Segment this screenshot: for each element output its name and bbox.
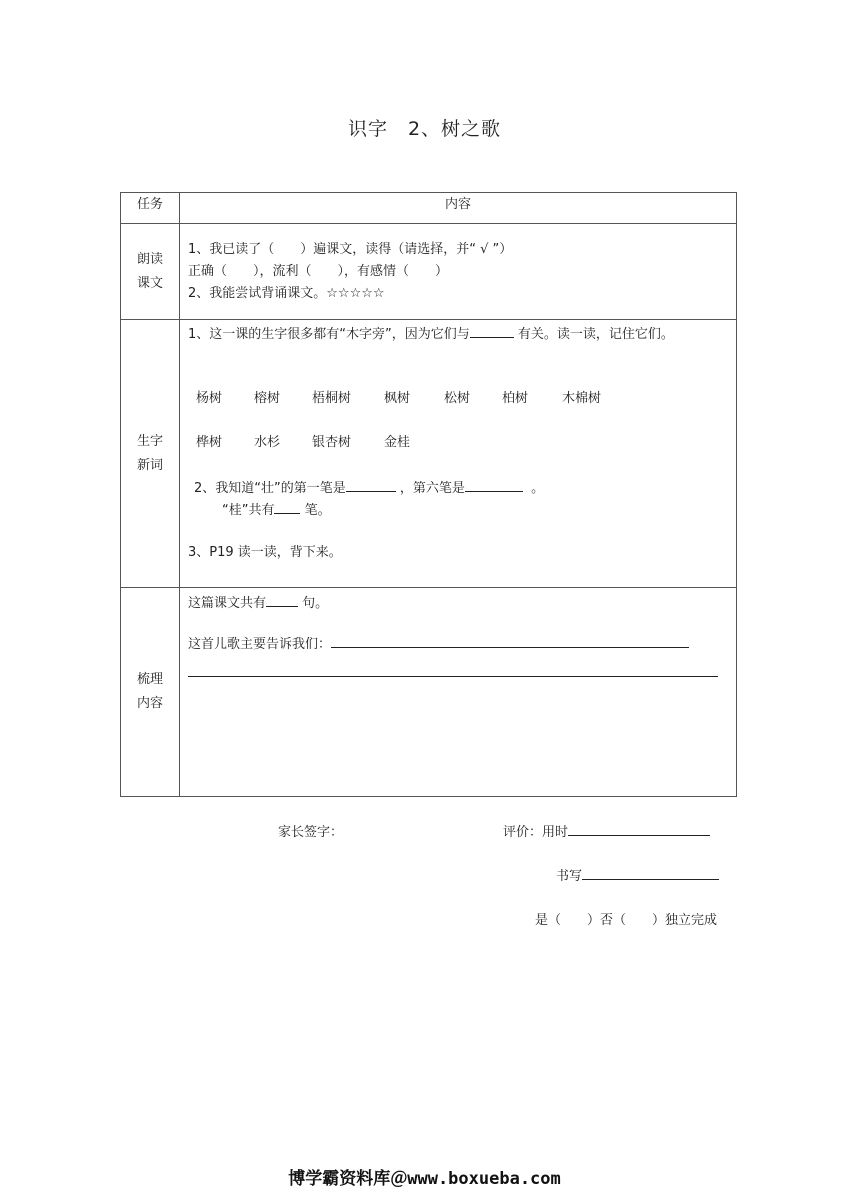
q1-answer-blank[interactable]: [470, 324, 514, 338]
words-question-1: [188, 323, 674, 342]
sentence-count-blank[interactable]: [266, 593, 298, 607]
word-list-row-2: [196, 431, 410, 450]
evaluation-writing: [556, 865, 719, 884]
words-q2-end: 。: [531, 481, 545, 496]
word-item: 榕树: [254, 391, 281, 406]
words-q1-after: 有关。读一读，记住它们。: [513, 327, 674, 342]
evaluation-time: [503, 821, 710, 840]
words-question-2: [194, 477, 544, 496]
parent-signature-label: 家长签字：: [278, 825, 344, 840]
reading-line-2: 正确（ ），流利（ ），有感情（ ）: [188, 264, 449, 279]
writing-blank[interactable]: [582, 866, 719, 880]
writing-label: 书写: [556, 869, 583, 884]
word-item: 梧桐树: [312, 391, 352, 406]
summary-label-line2: 内容: [136, 696, 163, 711]
words-q2-mid: ，第六笔是: [399, 481, 465, 496]
new-words-label-line2: 新词: [136, 457, 163, 473]
reading-label-line2: 课文: [136, 275, 163, 291]
summary-line2-label: 这首儿歌主要告诉我们：: [188, 637, 332, 652]
first-stroke-blank[interactable]: [346, 478, 396, 492]
summary-answer-blank-1[interactable]: [331, 634, 689, 648]
page-title: 识字 2、树之歌: [347, 118, 502, 140]
word-item: 木棉树: [562, 391, 602, 406]
words-q2b-before: “桂”共有: [222, 503, 275, 518]
watermark: 博学霸资料库＠www.boxueba.com: [288, 1169, 561, 1189]
words-q2-before: 2、我知道“壮”的第一笔是: [194, 481, 346, 496]
new-words-row: [121, 320, 737, 588]
reading-label-line1: 朗读: [136, 251, 163, 267]
word-item: 松树: [444, 391, 471, 406]
summary-line1-after: 句。: [298, 596, 329, 611]
task-table: [120, 192, 737, 797]
header-task: 任务: [121, 193, 180, 224]
evaluation-time-label: 评价：用时: [503, 825, 569, 840]
independent-completion: 是（ ）否（ ）独立完成: [535, 913, 718, 928]
summary-answer-blank-2[interactable]: [188, 676, 718, 677]
word-list-row-1: [196, 387, 601, 406]
summary-line1-before: 这篇课文共有: [188, 596, 267, 611]
table-header-row: [121, 193, 737, 224]
summary-label: [121, 588, 180, 797]
word-item: 柏树: [502, 391, 529, 406]
reading-row: [121, 224, 737, 320]
summary-line-2: [188, 633, 689, 652]
reading-label: [121, 224, 180, 320]
word-item: 桦树: [196, 435, 223, 450]
header-content: 内容: [180, 193, 737, 224]
word-item: 枫树: [384, 391, 411, 406]
summary-row: [121, 588, 737, 797]
words-q1-before: 1、这一课的生字很多都有“木字旁”，因为它们与: [188, 327, 470, 342]
new-words-label: [121, 320, 180, 588]
sixth-stroke-blank[interactable]: [465, 478, 523, 492]
words-question-2b: [222, 499, 331, 518]
time-blank[interactable]: [568, 822, 710, 836]
summary-label-line1: 梳理: [136, 672, 163, 687]
new-words-label-line1: 生字: [136, 433, 163, 449]
words-q2b-after: 笔。: [300, 503, 331, 518]
word-item: 杨树: [196, 391, 223, 406]
word-item: 水杉: [254, 435, 281, 450]
word-item: 银杏树: [312, 435, 352, 450]
summary-line-1: [188, 592, 328, 611]
stroke-count-blank[interactable]: [274, 500, 300, 514]
reading-line-3: 2、我能尝试背诵课文。☆☆☆☆☆: [188, 286, 385, 301]
reading-line-1: 1、我已读了（ ）遍课文，读得（请选择，并“ √ ”）: [188, 242, 513, 257]
word-item: 金桂: [384, 435, 411, 450]
words-question-3: 3、P19 读一读，背下来。: [188, 545, 342, 560]
